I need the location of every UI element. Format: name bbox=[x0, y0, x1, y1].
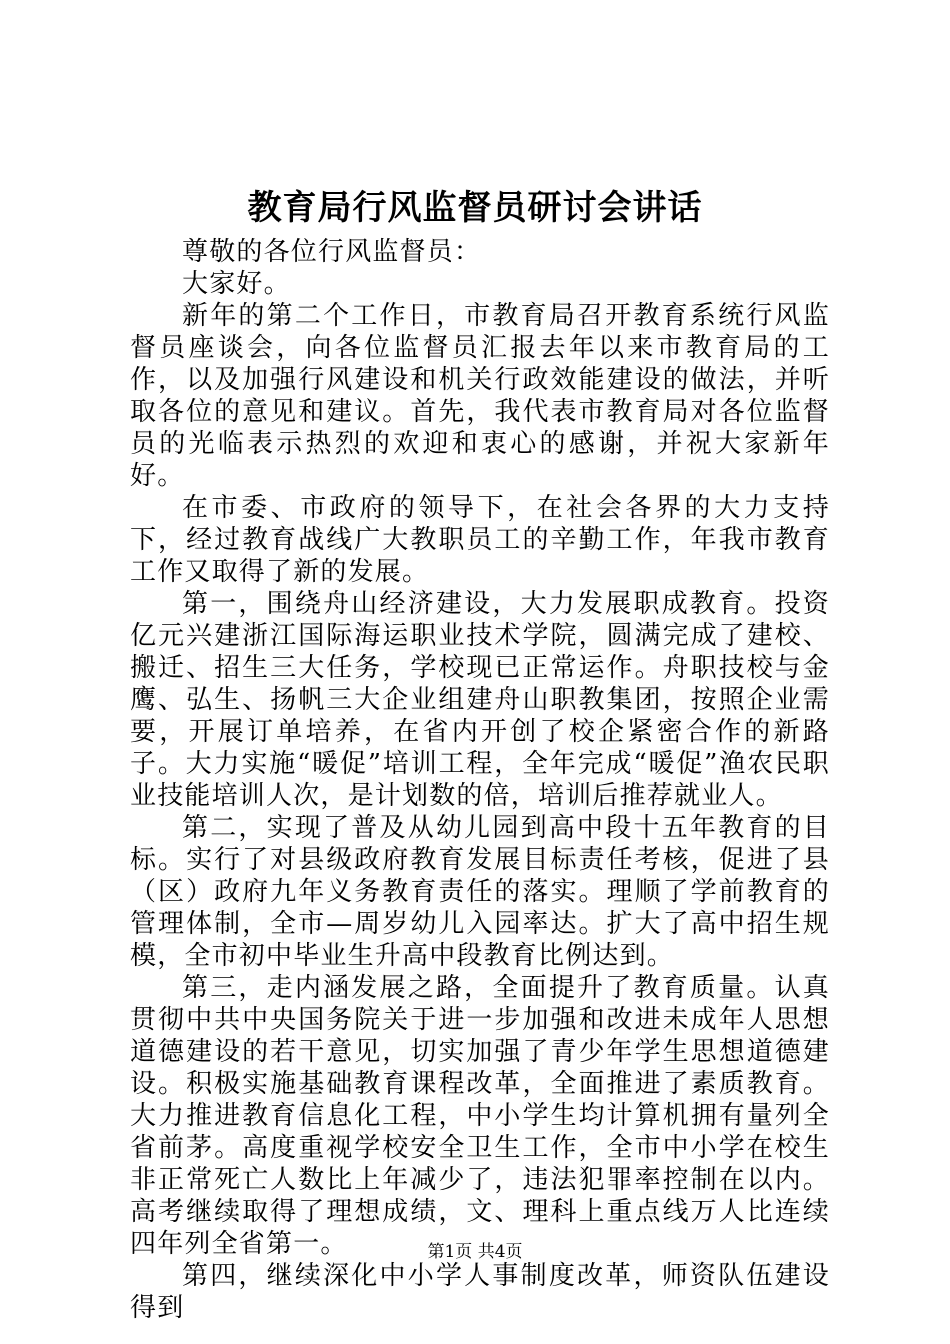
page-number-footer: 第1页 共4页 bbox=[427, 1242, 523, 1262]
document-title: 教育局行风监督员研讨会讲话 bbox=[247, 188, 703, 228]
document-body bbox=[130, 236, 830, 1324]
paragraph-greeting: 大家好。 bbox=[182, 269, 291, 299]
paragraph-third: 第三，走内涵发展之路，全面提升了教育质量。认真贯彻中共中央国务院关于进一步加强和改进未成年人思想道德建设的若干意见，切实加强了青少年学生思想道德建设。积极实施基础教育课程改革，全面推进了素质教育。大力推进教育信息化工程，中小学生均计算机拥有量列全省前茅。高度重视学校安全卫生工作，全市中小学在校生非正常死亡人数比上年减少了，违法犯罪率控制在以内。高考继续取得了理想成绩，文、理科上重点线万人比连续四年列全省第一。 bbox=[130, 973, 830, 1259]
paragraph-salutation: 尊敬的各位行风监督员： bbox=[182, 237, 482, 267]
paragraph-intro: 新年的第二个工作日，市教育局召开教育系统行风监督员座谈会，向各位监督员汇报去年以来市教育局的工作，以及加强行风建设和机关行政效能建设的做法，并听取各位的意见和建议。首先，我代表市教育局对各位监督员的光临表示热烈的欢迎和衷心的感谢，并祝大家新年好。 bbox=[130, 301, 830, 491]
paragraph-overview: 在市委、市政府的领导下，在社会各界的大力支持下，经过教育战线广大教职员工的辛勤工作，年我市教育工作又取得了新的发展。 bbox=[130, 493, 830, 587]
paragraph-first: 第一，围绕舟山经济建设，大力发展职成教育。投资亿元兴建浙江国际海运职业技术学院，圆满完成了建校、搬迁、招生三大任务，学校现已正常运作。舟职技校与金鹰、弘生、扬帆三大企业组建舟山职教集团，按照企业需要，开展订单培养，在省内开创了校企紧密合作的新路子。大力实施“暖促”培训工程，全年完成“暖促”渔农民职业技能培训人次，是计划数的倍，培训后推荐就业人。 bbox=[130, 589, 830, 811]
paragraph-second: 第二，实现了普及从幼儿园到高中段十五年教育的目标。实行了对县级政府教育发展目标责任考核，促进了县（区）政府九年义务教育责任的落实。理顺了学前教育的管理体制，全市—周岁幼儿入园率达。扩大了高中招生规模，全市初中毕业生升高中段教育比例达到。 bbox=[130, 813, 830, 971]
paragraph-fourth: 第四，继续深化中小学人事制度改革，师资队伍建设得到 bbox=[130, 1261, 830, 1323]
